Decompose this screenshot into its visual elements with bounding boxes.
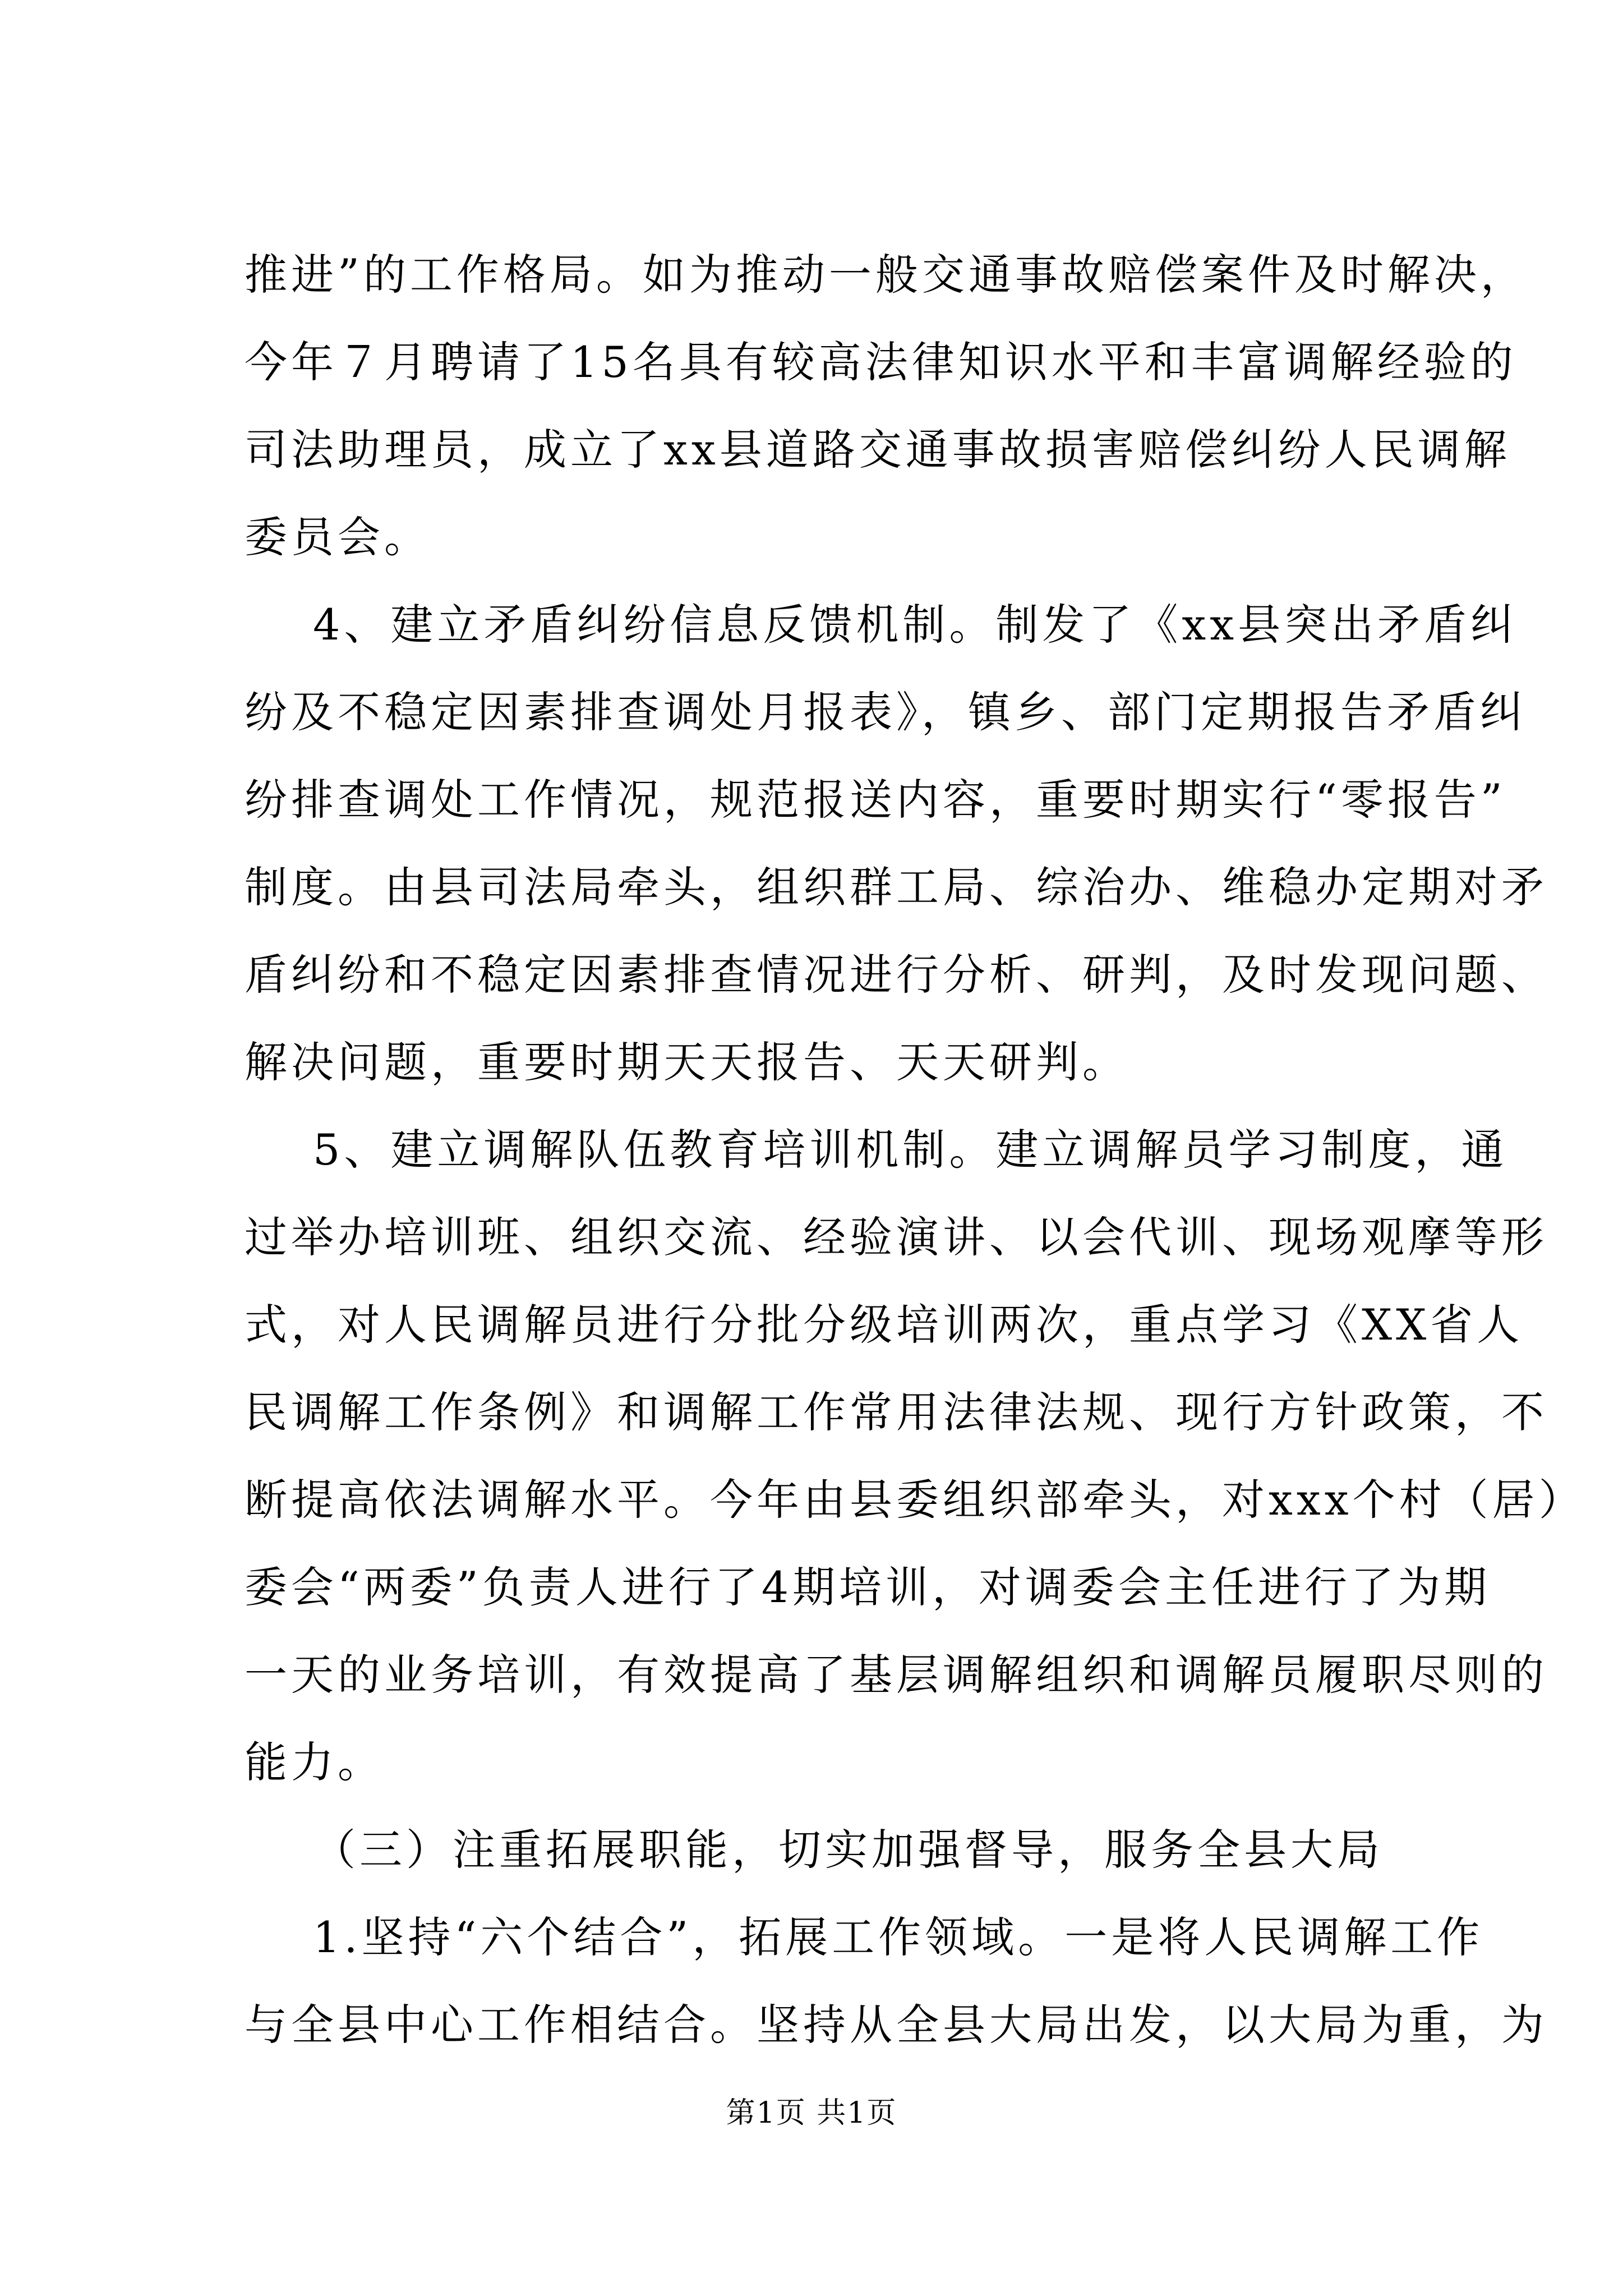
paragraph-line: 委会“两委”负责人进行了4期培训，对调委会主任进行了为期 — [245, 1562, 1491, 1612]
paragraph-line: 今年７月聘请了15名具有较高法律知识水平和丰富调解经验的 — [245, 337, 1517, 387]
paragraph-line: 一天的业务培训，有效提高了基层调解组织和调解员履职尽则的 — [245, 1650, 1548, 1700]
paragraph-line: 纷排查调处工作情况，规范报送内容，重要时期实行“零报告” — [245, 775, 1506, 825]
paragraph-line: 纷及不稳定因素排查调处月报表》，镇乡、部门定期报告矛盾纠 — [245, 687, 1527, 737]
paragraph-line: 解决问题，重要时期天天报告、天天研判。 — [245, 1037, 1129, 1087]
section-heading: （三）注重拓展职能，切实加强督导，服务全县大局 — [313, 1825, 1384, 1875]
paragraph-line: 制度。由县司法局牵头，组织群工局、综治办、维稳办定期对矛 — [245, 862, 1548, 912]
paragraph-line: 4、建立矛盾纠纷信息反馈机制。制发了《xx县突出矛盾纠 — [313, 600, 1518, 650]
paragraph-line: 盾纠纷和不稳定因素排查情况进行分析、研判，及时发现问题、 — [245, 950, 1548, 1000]
paragraph-line: 民调解工作条例》和调解工作常用法律法规、现行方针政策，不 — [245, 1387, 1548, 1437]
page-footer: 第1页 共1页 — [726, 2096, 897, 2130]
paragraph-line: 式，对人民调解员进行分批分级培训两次，重点学习《XX省人 — [245, 1300, 1524, 1350]
paragraph-line: 委员会。 — [245, 512, 431, 562]
paragraph-line: 1.坚持“六个结合”，拓展工作领域。一是将人民调解工作 — [313, 1912, 1484, 1962]
paragraph-line: 与全县中心工作相结合。坚持从全县大局出发，以大局为重，为 — [245, 2000, 1548, 2050]
paragraph-line: 推进”的工作格局。如为推动一般交通事故赔偿案件及时解决， — [245, 250, 1527, 300]
paragraph-line: 断提高依法调解水平。今年由县委组织部牵头，对xxx个村（居） — [245, 1475, 1585, 1525]
paragraph-line: 能力。 — [245, 1737, 384, 1787]
paragraph-line: 5、建立调解队伍教育培训机制。建立调解员学习制度，通 — [313, 1125, 1508, 1175]
paragraph-line: 司法助理员，成立了xx县道路交通事故损害赔偿纠纷人民调解 — [245, 425, 1511, 475]
paragraph-line: 过举办培训班、组织交流、经验演讲、以会代训、现场观摩等形 — [245, 1212, 1548, 1262]
